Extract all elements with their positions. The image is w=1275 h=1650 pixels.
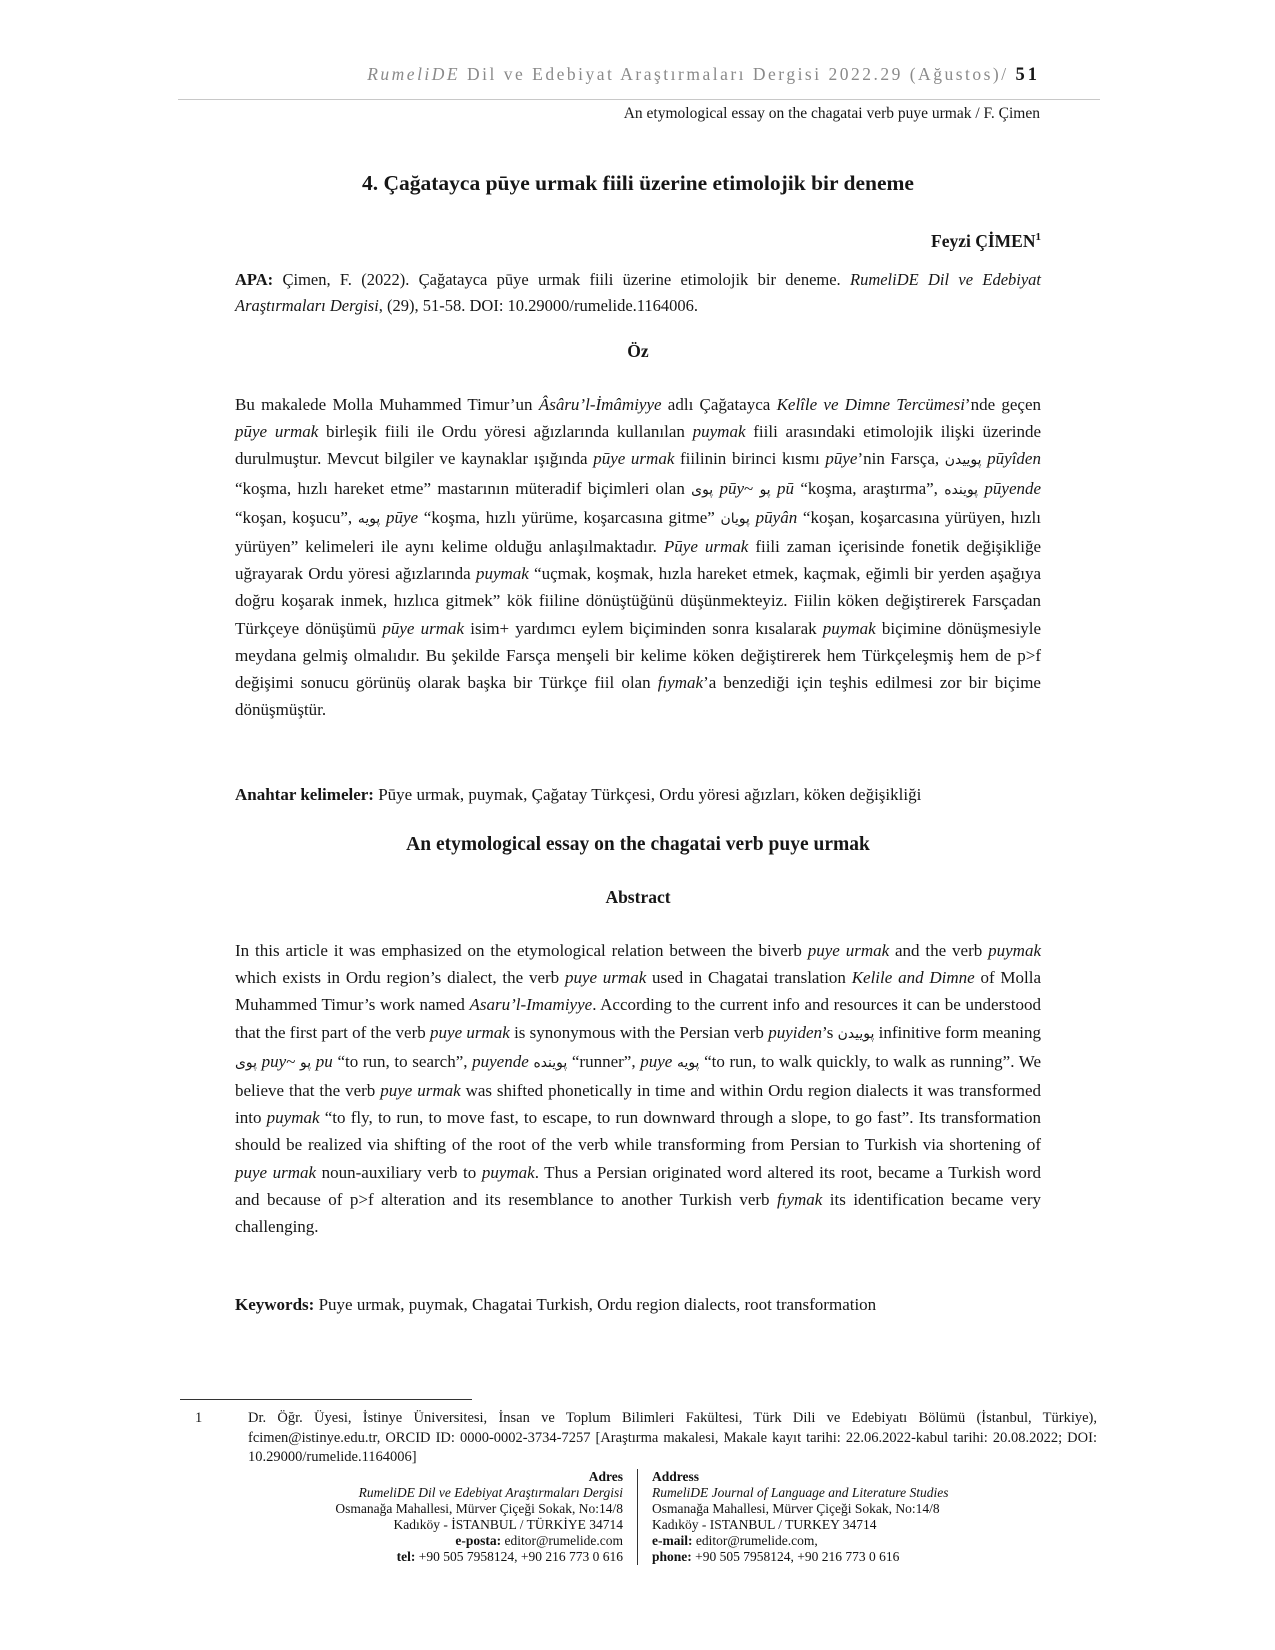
footer-address-label: Address [652, 1469, 700, 1484]
author-line [235, 231, 1041, 252]
footer-email-en [652, 1533, 1000, 1549]
footer-tel-value-tr: +90 505 7958124, +90 216 773 0 616 [415, 1549, 623, 1564]
footer-email-value-tr: editor@rumelide.com [501, 1533, 623, 1548]
footer-journal-name-tr: RumeliDE Dil ve Edebiyat Araştırmaları Dergisi [358, 1485, 623, 1500]
footer-email-value-en: editor@rumelide.com, [692, 1533, 818, 1548]
journal-name-italic: RumeliDE [367, 64, 461, 84]
footer-phone-label-en: phone: [652, 1549, 692, 1564]
footer-street-en: Osmanağa Mahallesi, Mürver Çiçeği Sokak, No:14/8 [652, 1501, 940, 1516]
article-title-en: An etymological essay on the chagatai verb puye urmak [406, 834, 870, 855]
running-head: An etymological essay on the chagatai verb puye urmak / F. Çimen [623, 105, 1040, 122]
section-heading-abstract: Abstract [605, 887, 671, 907]
footnote-number: 1 [195, 1410, 203, 1426]
footer-email-label-en: e-mail: [652, 1533, 693, 1548]
footer-city-en: Kadıköy - ISTANBUL / TURKEY 34714 [652, 1517, 877, 1532]
footer-email-label-tr: e-posta: [455, 1533, 502, 1548]
footer-phone-en [652, 1549, 1000, 1565]
footer-phone-value-en: +90 505 7958124, +90 216 773 0 616 [691, 1549, 900, 1564]
keywords-tr [235, 781, 1041, 808]
keywords-en-label: Keywords: [235, 1295, 315, 1314]
abstract-en: In this article it was emphasized on the etymological relation between the biverb puye urmak and the verb puymak which exists in Ordu region’s dialect, the verb puye urmak used in Chagatai translation Kelile and Dimne of Molla Muhammed Timur’s work named Asaru’l-Imamiyye. According to the current info and resources it can be understood that the first part of the verb puye urmak is synonymous with the Persian verb puyiden’s پوییدن infinitive form meaning پوی puy~ پو pu “to run, to search”, puyende پوینده “runner”, puye پویه “to run, to walk quickly, to walk as running”. We believe that the verb puye urmak was shifted phonetically in time and within Ordu region dialects it was transformed into puymak “to fly, to run, to move fast, to escape, to run downward through a slope, to go fast”. Its transformation should be realized via shifting of the root of the verb while transforming from Persian to Turkish via shortening of puye urmak noun-auxiliary verb to puymak. Thus a Persian originated word altered its root, became a Turkish word and because of p>f alteration and its resemblance to another Turkish verb fıymak its identification became very challenging. [235, 941, 1042, 1237]
keywords-en [235, 1291, 1041, 1318]
footer-tel-label-tr: tel: [396, 1549, 416, 1564]
footnote [195, 1409, 1097, 1468]
keywords-tr-list: Pūye urmak, puymak, Çağatay Türkçesi, Ordu yöresi ağızları, köken değişikliği [373, 785, 922, 804]
article-title-tr: 4. Çağatayca pūye urmak fiili üzerine etimolojik bir deneme [362, 171, 914, 195]
header-divider [178, 99, 1100, 100]
footnote-divider [180, 1399, 472, 1400]
author-name: Feyzi ÇİMEN [931, 231, 1036, 251]
footer-email-tr [275, 1533, 623, 1549]
keywords-en-list: Puye urmak, puymak, Chagatai Turkish, Ordu region dialects, root transformation [314, 1295, 877, 1314]
footer-address-en [638, 1469, 1000, 1565]
keywords-tr-label: Anahtar kelimeler: [235, 785, 374, 804]
journal-header [367, 64, 1040, 86]
footer-city-tr: Kadıköy - İSTANBUL / TÜRKİYE 34714 [393, 1517, 623, 1532]
page-footer [0, 1469, 1275, 1565]
footer-address-tr [275, 1469, 638, 1565]
footer-journal-name-en: RumeliDE Journal of Language and Literature Studies [652, 1485, 949, 1500]
journal-header-text: Dil ve Edebiyat Araştırmaları Dergisi 2022.29 (Ağustos)/ [460, 64, 1016, 84]
apa-citation: APA: Çimen, F. (2022). Çağatayca pūye urmak fiili üzerine etimolojik bir deneme. RumeliDE Dil ve Edebiyat Araştırmaları Dergisi, (29), 51-58. DOI: 10.29000/rumelide.1164006. [235, 270, 1042, 315]
footer-adres-label: Adres [588, 1469, 623, 1484]
footnote-text: Dr. Öğr. Üyesi, İstinye Üniversitesi, İnsan ve Toplum Bilimleri Fakültesi, Türk Dili ve Edebiyatı Bölümü (İstanbul, Türkiye), fcimen@istinye.edu.tr, ORCID ID: 0000-0002-3734-7257 [Araştırma makalesi, Makale kayıt tarihi: 22.06.2022-kabul tarihi: 20.08.2022; DOI: 10.29000/rumelide.1164006] [248, 1410, 1097, 1465]
abstract-tr: Bu makalede Molla Muhammed Timur’un Âsâru’l-İmâmiyye adlı Çağatayca Kelîle ve Dimne Tercümesi’nde geçen pūye urmak birleşik fiili ile Ordu yöresi ağızlarında kullanılan puymak fiili arasındaki etimolojik ilişki üzerinde durulmuştur. Mevcut bilgiler ve kaynaklar ışığında pūye urmak fiilinin birinci kısmı pūye’nin Farsça, پوییدن pūyîden “koşma, hızlı hareket etme” mastarının müteradif biçimleri olan پوی pūy~ پو pū “koşma, araştırma”, پوینده pūyende “koşan, koşucu”, پویه pūye “koşma, hızlı yürüme, koşarcasına gitme” پویان pūyân “koşan, koşarcasına yürüyen, hızlı yürüyen” kelimeleri ile aynı kelime olduğu anlaşılmaktadır. Pūye urmak fiili zaman içerisinde fonetik değişikliğe uğrayarak Ordu yöresi ağızlarında puymak “uçmak, koşmak, hızla hareket etmek, kaçmak, eğimli bir yerden aşağıya doğru koşarak inmek, hızlıca gitmek” kök fiiline dönüştüğünü düşünmekteyiz. Fiilin köken değiştirerek Farsçadan Türkçeye dönüşümü pūye urmak isim+ yardımcı eylem biçiminden sonra kısalarak puymak biçimine dönüşmesiyle meydana gelmiş olmalıdır. Bu şekilde Farsça menşeli bir kelime köken değiştirerek hem Türkçeleşmiş hem de p>f değişimi sonucu görünüş olarak başka bir Türkçe fiil olan fıymak’a benzediği için teşhis edilmesi zor bir biçime dönüşmüştür. [235, 395, 1042, 720]
section-heading-oz: Öz [627, 341, 649, 361]
author-footnote-ref: 1 [1035, 231, 1041, 244]
footer-street-tr: Osmanağa Mahallesi, Mürver Çiçeği Sokak, No:14/8 [335, 1501, 623, 1516]
footer-tel-tr [275, 1549, 623, 1565]
page-number: 51 [1015, 65, 1040, 85]
